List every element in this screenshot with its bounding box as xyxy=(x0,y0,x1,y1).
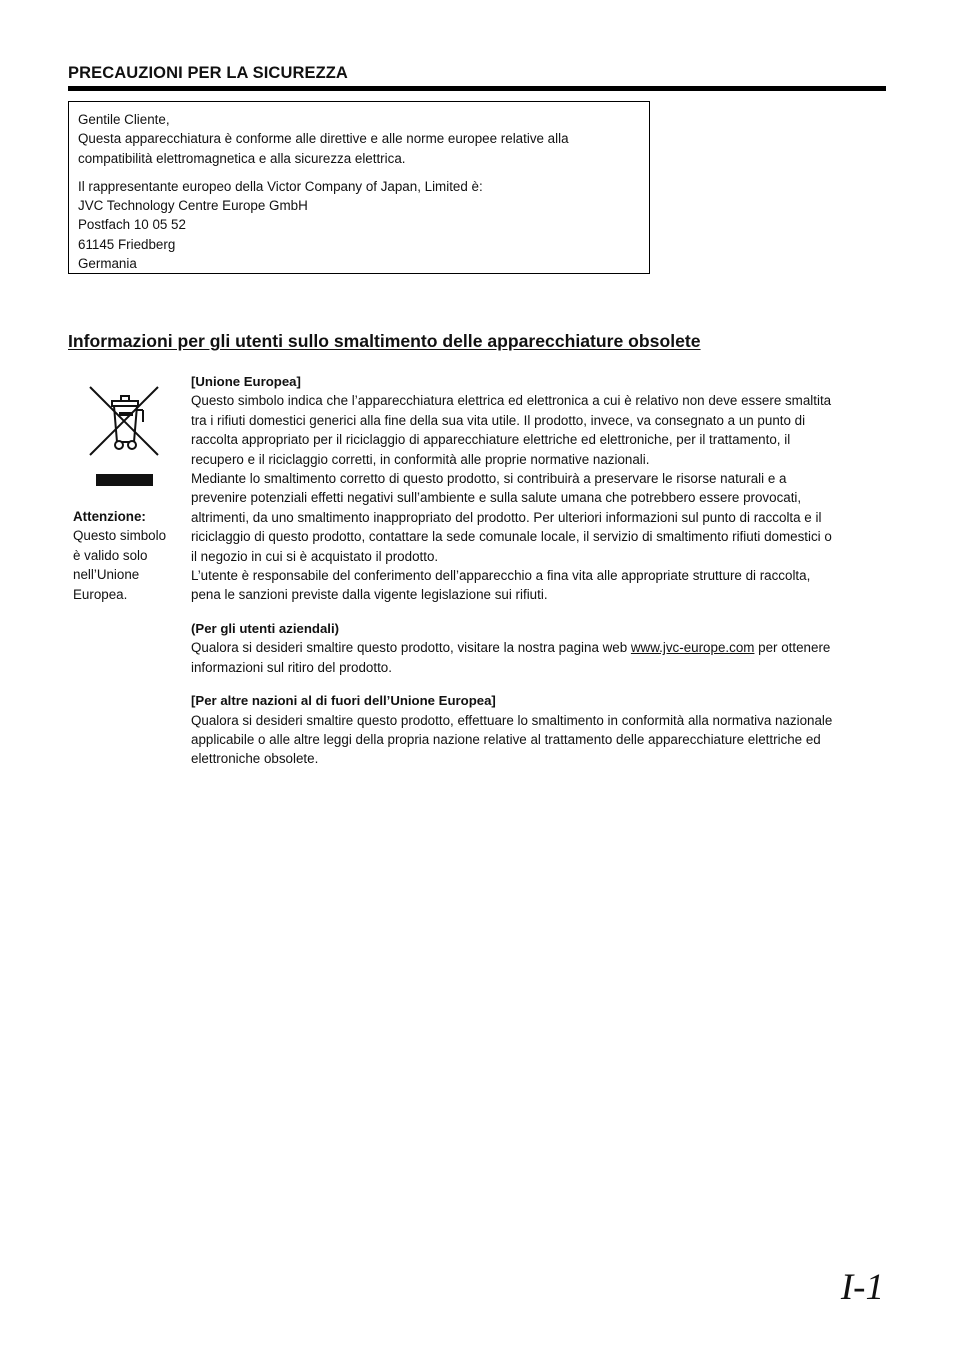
eu-line: Mediante lo smaltimento corretto di questo prodotto, si contribuirà a preservare le risorse naturali e a xyxy=(191,471,787,487)
attention-line: Europea. xyxy=(73,586,128,602)
notice-line: Gentile Cliente, xyxy=(78,112,170,127)
notice-line: Germania xyxy=(78,256,137,272)
notice-line: 61145 Friedberg xyxy=(78,236,176,252)
non-eu-line: Qualora si desideri smaltire questo prodotto, effettuare lo smaltimento in conformità alla normativa nazionale xyxy=(191,712,833,728)
eu-line: altrimenti, da uno smaltimento inappropriato del prodotto. Per ulteriori informazioni sul punto di raccolta e il xyxy=(191,509,822,525)
business-text: Qualora si desideri smaltire questo prodotto, visitare la nostra pagina web xyxy=(191,640,631,656)
bin-symbol-bar xyxy=(96,474,153,486)
attention-label: Attenzione: xyxy=(73,509,146,524)
attention-line: Questo simbolo xyxy=(73,528,167,544)
business-title: (Per gli utenti aziendali) xyxy=(191,620,340,636)
safety-heading: PRECAUZIONI PER LA SICUREZZA xyxy=(68,64,348,82)
business-line xyxy=(191,638,886,657)
attention-note xyxy=(73,507,183,604)
non-eu-line: applicabile o alle altre leggi della propria nazione relative al trattamento delle apparecchiature elettriche ed xyxy=(191,731,821,747)
business-text: per ottenere xyxy=(754,640,831,656)
notice-line: Postfach 10 05 52 xyxy=(78,217,186,233)
notice-box xyxy=(68,101,650,274)
eu-line: tra i rifiuti domestici generici alla fine della sua vita utile. Il prodotto, invece, va consegnato a un punto di xyxy=(191,412,806,428)
non-eu-line: elettroniche obsolete. xyxy=(191,751,319,767)
notice-line: Questa apparecchiatura è conforme alle direttive e alle norme europee relative alla xyxy=(78,131,569,147)
eu-line: pena le sanzioni previste dalla vigente legislazione sui rifiuti. xyxy=(191,587,548,603)
eu-line: recupero e il riciclaggio corretti, in conformità alle proprie normative nazionali. xyxy=(191,451,650,467)
disposal-content xyxy=(191,372,886,769)
eu-line: raccolta appropriato per il riciclaggio di apparecchiature elettriche ed elettroniche, per il trattamento, il xyxy=(191,432,791,448)
jvc-europe-link[interactable]: www.jvc-europe.com xyxy=(630,640,755,656)
non-eu-title: [Per altre nazioni al di fuori dell’Unione Europea] xyxy=(191,693,496,709)
eu-title: [Unione Europea] xyxy=(191,374,301,389)
heading-rule xyxy=(68,86,886,91)
notice-line: compatibilità elettromagnetica e alla sicurezza elettrica. xyxy=(78,150,406,166)
attention-line: nell’Unione xyxy=(73,567,140,583)
crossed-out-wheelie-bin-icon xyxy=(86,384,164,458)
eu-line: prevenire potenziali effetti negativi sull’ambiente e sulla salute umana che potrebbero essere provocati, xyxy=(191,490,802,506)
eu-line: Questo simbolo indica che l’apparecchiatura elettrica ed elettronica a cui è relativo non deve essere smaltita xyxy=(191,393,832,409)
disposal-heading: Informazioni per gli utenti sullo smaltimento delle apparecchiature obsolete xyxy=(68,331,701,351)
eu-line: L’utente è responsabile del conferimento dell’apparecchio a fina vita alle appropriate strutture di raccolta, xyxy=(191,568,811,584)
notice-line: JVC Technology Centre Europe GmbH xyxy=(78,198,308,214)
attention-line: è valido solo xyxy=(73,547,148,563)
eu-line: riciclaggio di questo prodotto, contattare la sede comunale locale, il servizio di smaltimento rifiuti domestici o xyxy=(191,529,832,545)
page-number: I-1 xyxy=(840,1267,884,1308)
notice-line: Il rappresentante europeo della Victor Company of Japan, Limited è: xyxy=(78,178,483,194)
business-line: informazioni sul ritiro del prodotto. xyxy=(191,659,392,675)
eu-line: il negozio in cui si è acquistato il prodotto. xyxy=(191,548,439,564)
